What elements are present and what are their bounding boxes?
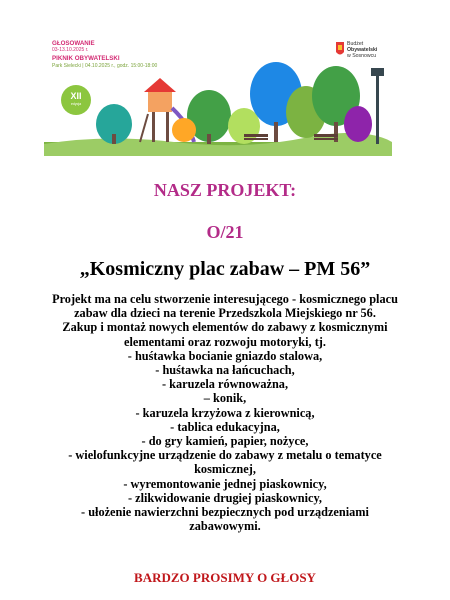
description-line: Projekt ma na celu stworzenie interesującego - kosmicznego placu	[52, 292, 398, 306]
description-line: - tablica edukacyjna,	[170, 419, 280, 434]
description-line: Zakup i montaż nowych elementów do zabawy z kosmicznymi	[62, 320, 388, 335]
project-code: O/21	[206, 222, 244, 242]
description-line: - karuzela równoważna,	[161, 377, 289, 392]
voting-label: GŁOSOWANIE	[52, 40, 95, 47]
description-line: - do gry kamień, papier, nożyce,	[141, 434, 309, 449]
description-line: - huśtawka bocianie gniazdo stalowa,	[127, 348, 323, 363]
brand-line-1: Budżet	[347, 41, 364, 47]
description-line: - wyremontowanie jednej piaskownicy,	[123, 476, 327, 491]
description-line: zabawowymi.	[189, 519, 261, 534]
edition-word: edycja	[70, 102, 82, 106]
description-line: elementami oraz rozwoju motoryki, tj.	[124, 334, 326, 349]
call-to-action: BARDZO PROSIMY O GŁOSY	[134, 570, 316, 585]
picnic-label: PIKNIK OBYWATELSKI	[52, 55, 120, 62]
budget-crest-icon	[336, 42, 344, 55]
description-line: - huśtawka na łańcuchach,	[155, 363, 295, 378]
description-line: - zlikwidowanie drugiej piaskownicy,	[127, 490, 323, 505]
project-title: „Kosmiczny plac zabaw – PM 56”	[79, 258, 371, 280]
trees-icon	[96, 62, 372, 144]
park-illustration	[44, 34, 392, 156]
edition-numeral: XII	[70, 91, 82, 101]
brand-line-2: Obywatelski	[347, 47, 378, 53]
project-description	[20, 292, 430, 533]
event-banner	[44, 34, 392, 156]
brand-line-3: w Sosnowcu	[347, 53, 377, 59]
picnic-details: Park Sielecki | 04.10.2025 r., godz. 15:00-18:00	[52, 63, 158, 69]
description-line: kosmicznej,	[194, 462, 256, 477]
bench-icon	[244, 134, 338, 140]
description-line: - ułożenie nawierzchni bezpiecznych pod urządzeniami	[81, 505, 369, 520]
voting-dates: 03-13.10.2025 r.	[52, 47, 89, 53]
lamp-post-icon	[371, 68, 384, 144]
description-line: zabaw dla dzieci na terenie Przedszkola Miejskiego nr 56.	[74, 306, 376, 321]
description-line: - karuzela krzyżowa z kierownicą,	[135, 405, 315, 420]
description-line: – konik,	[203, 391, 247, 406]
heading: NASZ PROJEKT:	[153, 180, 297, 200]
description-line: - wielofunkcyjne urządzenie do zabawy z metalu o tematyce	[68, 448, 382, 463]
